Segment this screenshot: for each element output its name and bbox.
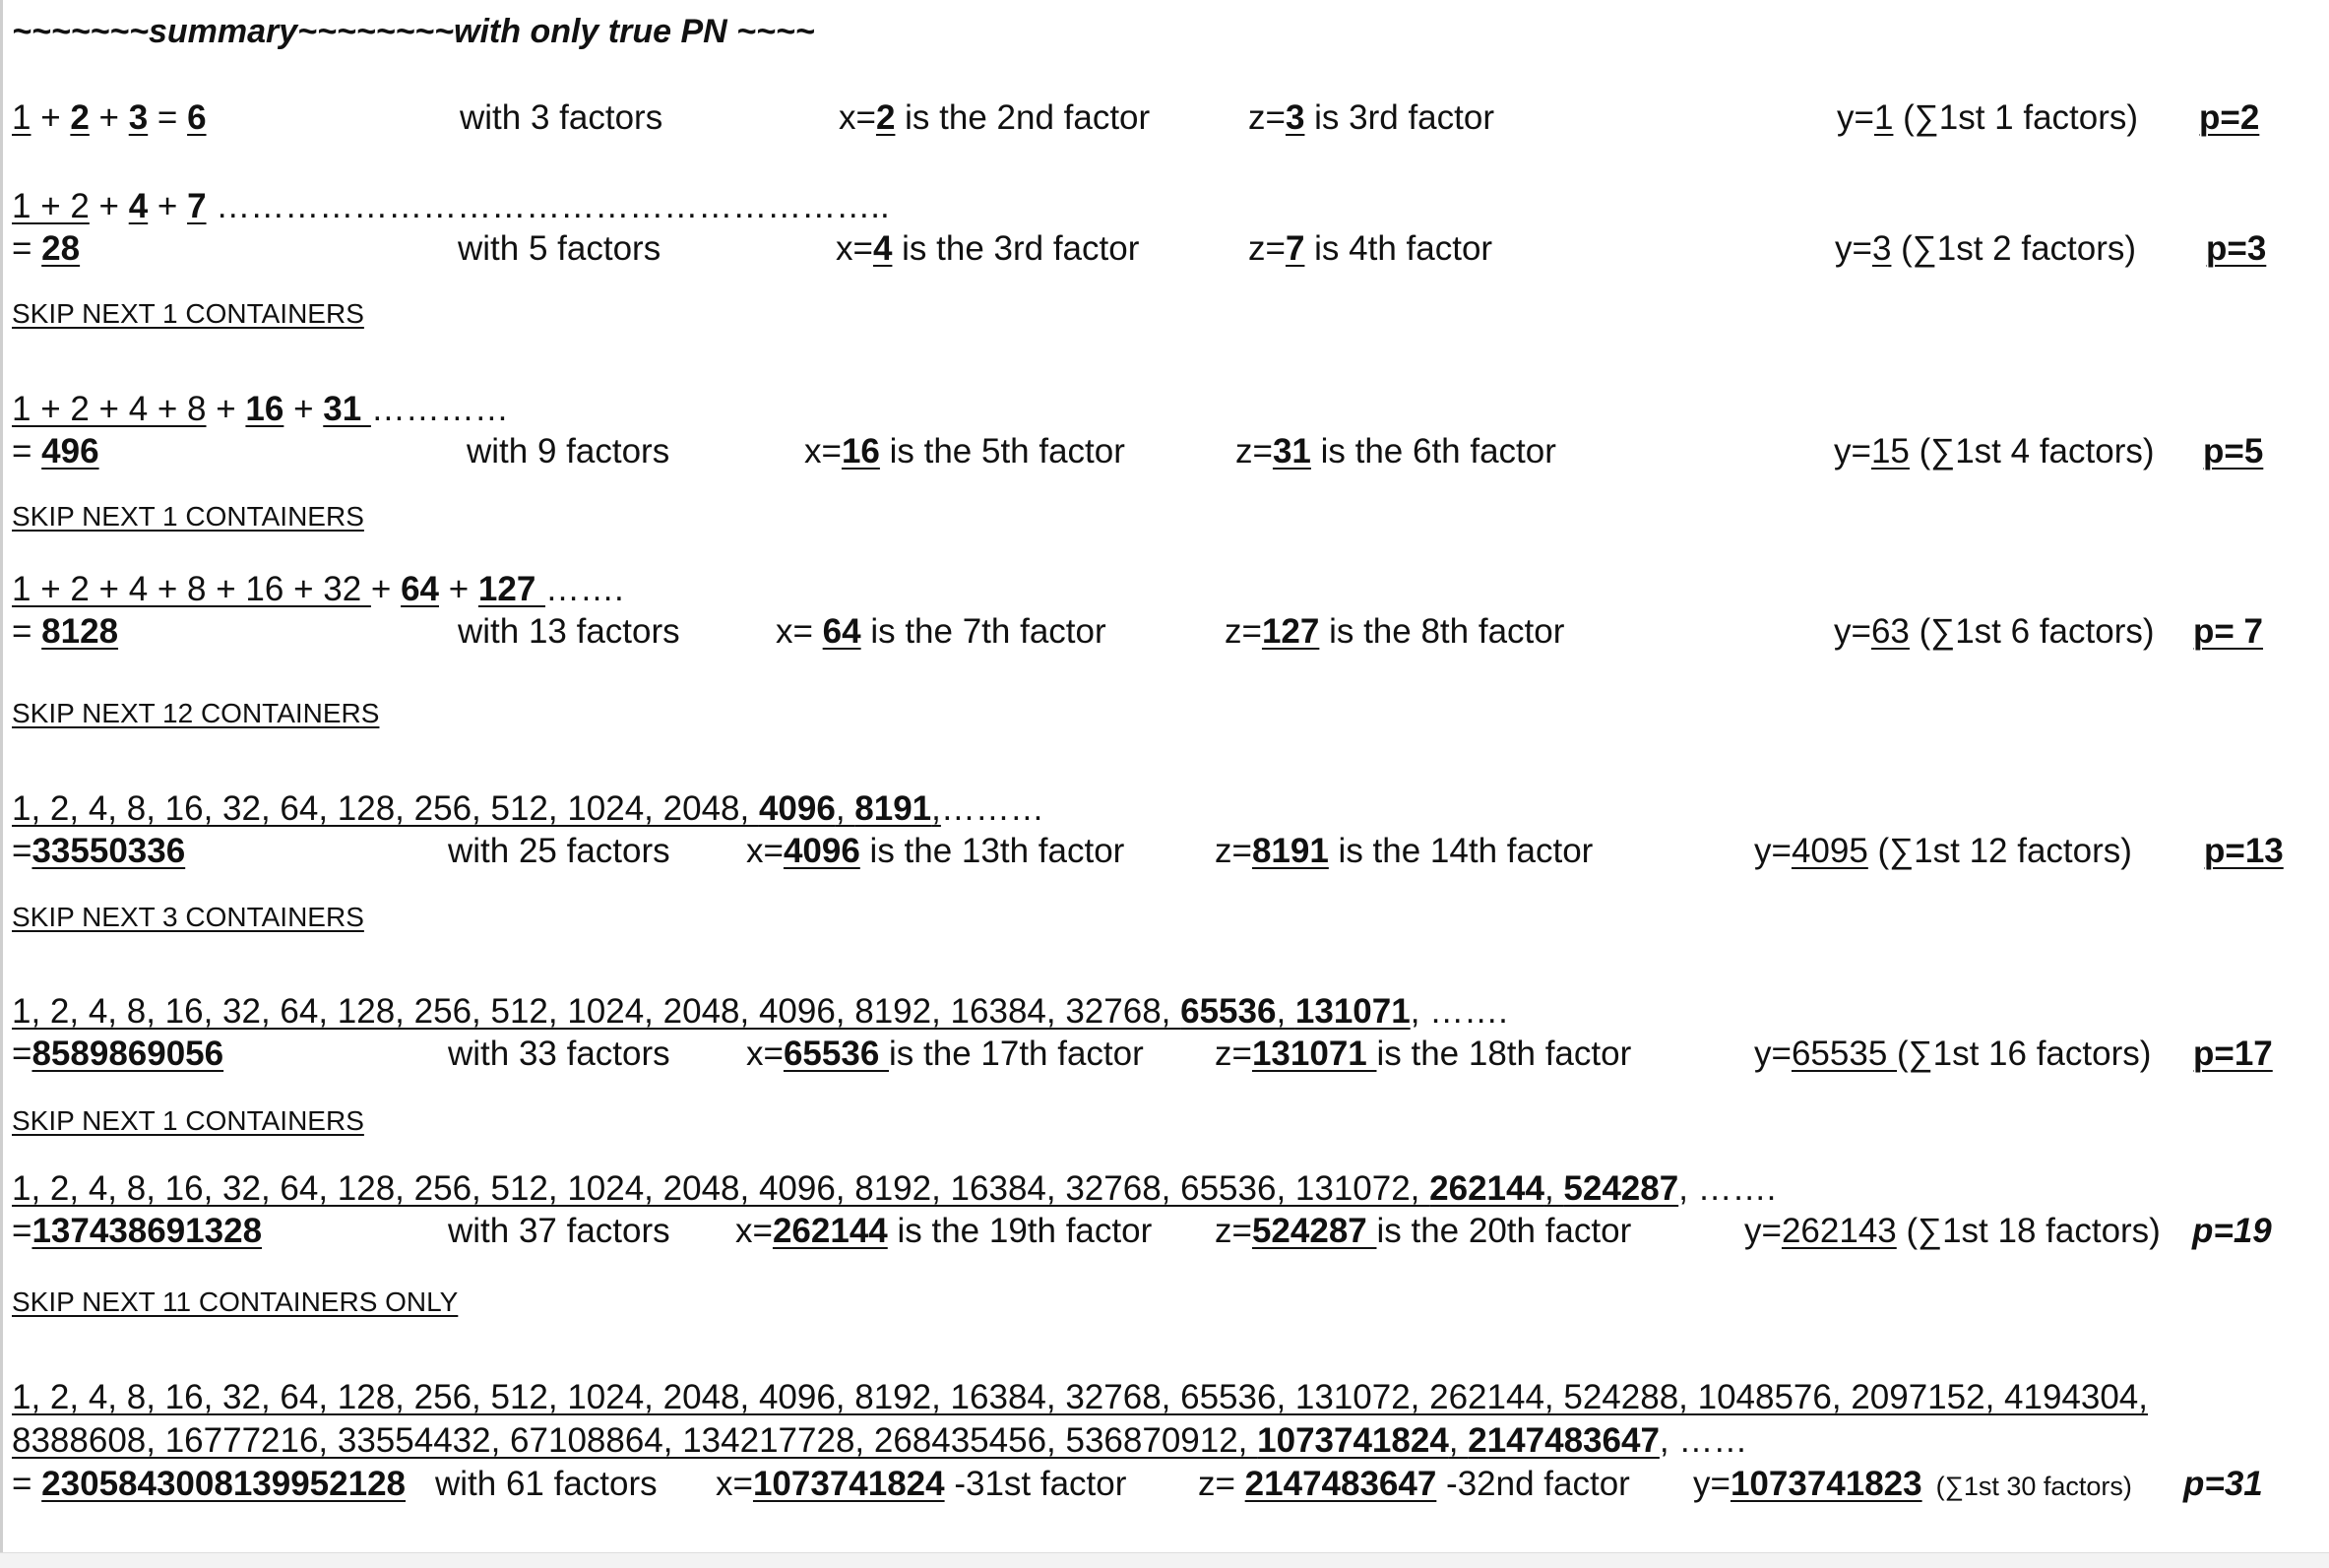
row5-x: x=4096 is the 13th factor (746, 832, 1125, 870)
row1-factors: with 3 factors (460, 98, 663, 137)
row5-perfect-number: =33550336 (12, 832, 186, 870)
left-edge-rule (0, 0, 3, 1567)
row2-x: x=4 is the 3rd factor (836, 229, 1140, 268)
row8-y: y=1073741823 (∑1st 30 factors) (1693, 1465, 2132, 1503)
row6-factors: with 33 factors (448, 1035, 670, 1073)
row1-z: z=3 is 3rd factor (1248, 98, 1494, 137)
row8-perfect-number: = 2305843008139952128 (12, 1465, 407, 1503)
row2-y: y=3 (∑1st 2 factors) (1835, 229, 2137, 268)
row8-p: p=31 (2183, 1465, 2263, 1503)
row7-y: y=262143 (∑1st 18 factors) (1744, 1212, 2161, 1250)
row8-factors: with 61 factors (435, 1465, 658, 1503)
page-bottom-rule (0, 1552, 2329, 1568)
row1-y: y=1 (∑1st 1 factors) (1837, 98, 2139, 137)
skip-link-1[interactable]: SKIP NEXT 1 CONTAINERS (12, 298, 364, 329)
row2-factors: with 5 factors (458, 229, 661, 268)
skip-link-5[interactable]: SKIP NEXT 1 CONTAINERS (12, 1105, 364, 1136)
row7-x: x=262144 is the 19th factor (735, 1212, 1153, 1250)
row8-sequence-line2: 8388608, 16777216, 33554432, 67108864, 134217728, 268435456, 536870912, 1073741824, 2147483647, …… (12, 1421, 1748, 1460)
row7-factors: with 37 factors (448, 1212, 670, 1250)
row5-y: y=4095 (∑1st 12 factors) (1754, 832, 2132, 870)
row4-p: p= 7 (2193, 612, 2264, 651)
row5-p: p=13 (2204, 832, 2284, 870)
row7-p: p=19 (2192, 1212, 2272, 1250)
row5-z: z=8191 is the 14th factor (1215, 832, 1594, 870)
row5-sequence: 1, 2, 4, 8, 16, 32, 64, 128, 256, 512, 1024, 2048, 4096, 8191,……… (12, 789, 1044, 828)
row3-p: p=5 (2203, 432, 2264, 470)
skip-link-4[interactable]: SKIP NEXT 3 CONTAINERS (12, 902, 364, 932)
row3-z: z=31 is the 6th factor (1235, 432, 1556, 470)
row3-y: y=15 (∑1st 4 factors) (1834, 432, 2155, 470)
row4-factors: with 13 factors (458, 612, 680, 651)
row3-factors: with 9 factors (467, 432, 670, 470)
row1-p: p=2 (2199, 98, 2260, 137)
row4-perfect-number: = 8128 (12, 612, 119, 651)
row7-sequence: 1, 2, 4, 8, 16, 32, 64, 128, 256, 512, 1024, 2048, 4096, 8192, 16384, 32768, 65536, 131072, 262144, 524287, ……. (12, 1169, 1777, 1208)
row8-sequence-line1: 1, 2, 4, 8, 16, 32, 64, 128, 256, 512, 1024, 2048, 4096, 8192, 16384, 32768, 65536, 131072, 262144, 524288, 1048576, 2097152, 4194304, (12, 1378, 2148, 1416)
row8-z: z= 2147483647 -32nd factor (1198, 1465, 1630, 1503)
row4-sequence: 1 + 2 + 4 + 8 + 16 + 32 + 64 + 127 ……. (12, 570, 624, 608)
row6-y: y=65535 (∑1st 16 factors) (1754, 1035, 2152, 1073)
row7-perfect-number: =137438691328 (12, 1212, 263, 1250)
skip-link-3[interactable]: SKIP NEXT 12 CONTAINERS (12, 698, 380, 728)
row6-perfect-number: =8589869056 (12, 1035, 224, 1073)
page-heading: ~~~~~~~summary~~~~~~~~with only true PN ~~~~ (12, 13, 815, 50)
row4-x: x= 64 is the 7th factor (776, 612, 1106, 651)
row6-p: p=17 (2193, 1035, 2273, 1073)
perfect-number: 6 (187, 98, 207, 137)
row5-factors: with 25 factors (448, 832, 670, 870)
row2-perfect-number: = 28 (12, 229, 81, 268)
row6-sequence: 1, 2, 4, 8, 16, 32, 64, 128, 256, 512, 1024, 2048, 4096, 8192, 16384, 32768, 65536, 131071, ……. (12, 992, 1508, 1031)
row3-sequence: 1 + 2 + 4 + 8 + 16 + 31 ………… (12, 390, 509, 428)
row4-z: z=127 is the 8th factor (1225, 612, 1565, 651)
row6-z: z=131071 is the 18th factor (1215, 1035, 1632, 1073)
row6-x: x=65536 is the 17th factor (746, 1035, 1144, 1073)
skip-link-2[interactable]: SKIP NEXT 1 CONTAINERS (12, 501, 364, 532)
row3-x: x=16 is the 5th factor (804, 432, 1125, 470)
skip-link-6[interactable]: SKIP NEXT 11 CONTAINERS ONLY (12, 1286, 459, 1317)
row7-z: z=524287 is the 20th factor (1215, 1212, 1632, 1250)
row1-sequence: 1 + 2 + 3 = 6 (12, 98, 207, 137)
row2-z: z=7 is 4th factor (1248, 229, 1493, 268)
row2-sequence: 1 + 2 + 4 + 7 ………………………………………………….. (12, 187, 890, 225)
row4-y: y=63 (∑1st 6 factors) (1834, 612, 2155, 651)
row2-p: p=3 (2206, 229, 2267, 268)
row1-x: x=2 is the 2nd factor (839, 98, 1151, 137)
row3-perfect-number: = 496 (12, 432, 99, 470)
row8-x: x=1073741824 -31st factor (716, 1465, 1127, 1503)
